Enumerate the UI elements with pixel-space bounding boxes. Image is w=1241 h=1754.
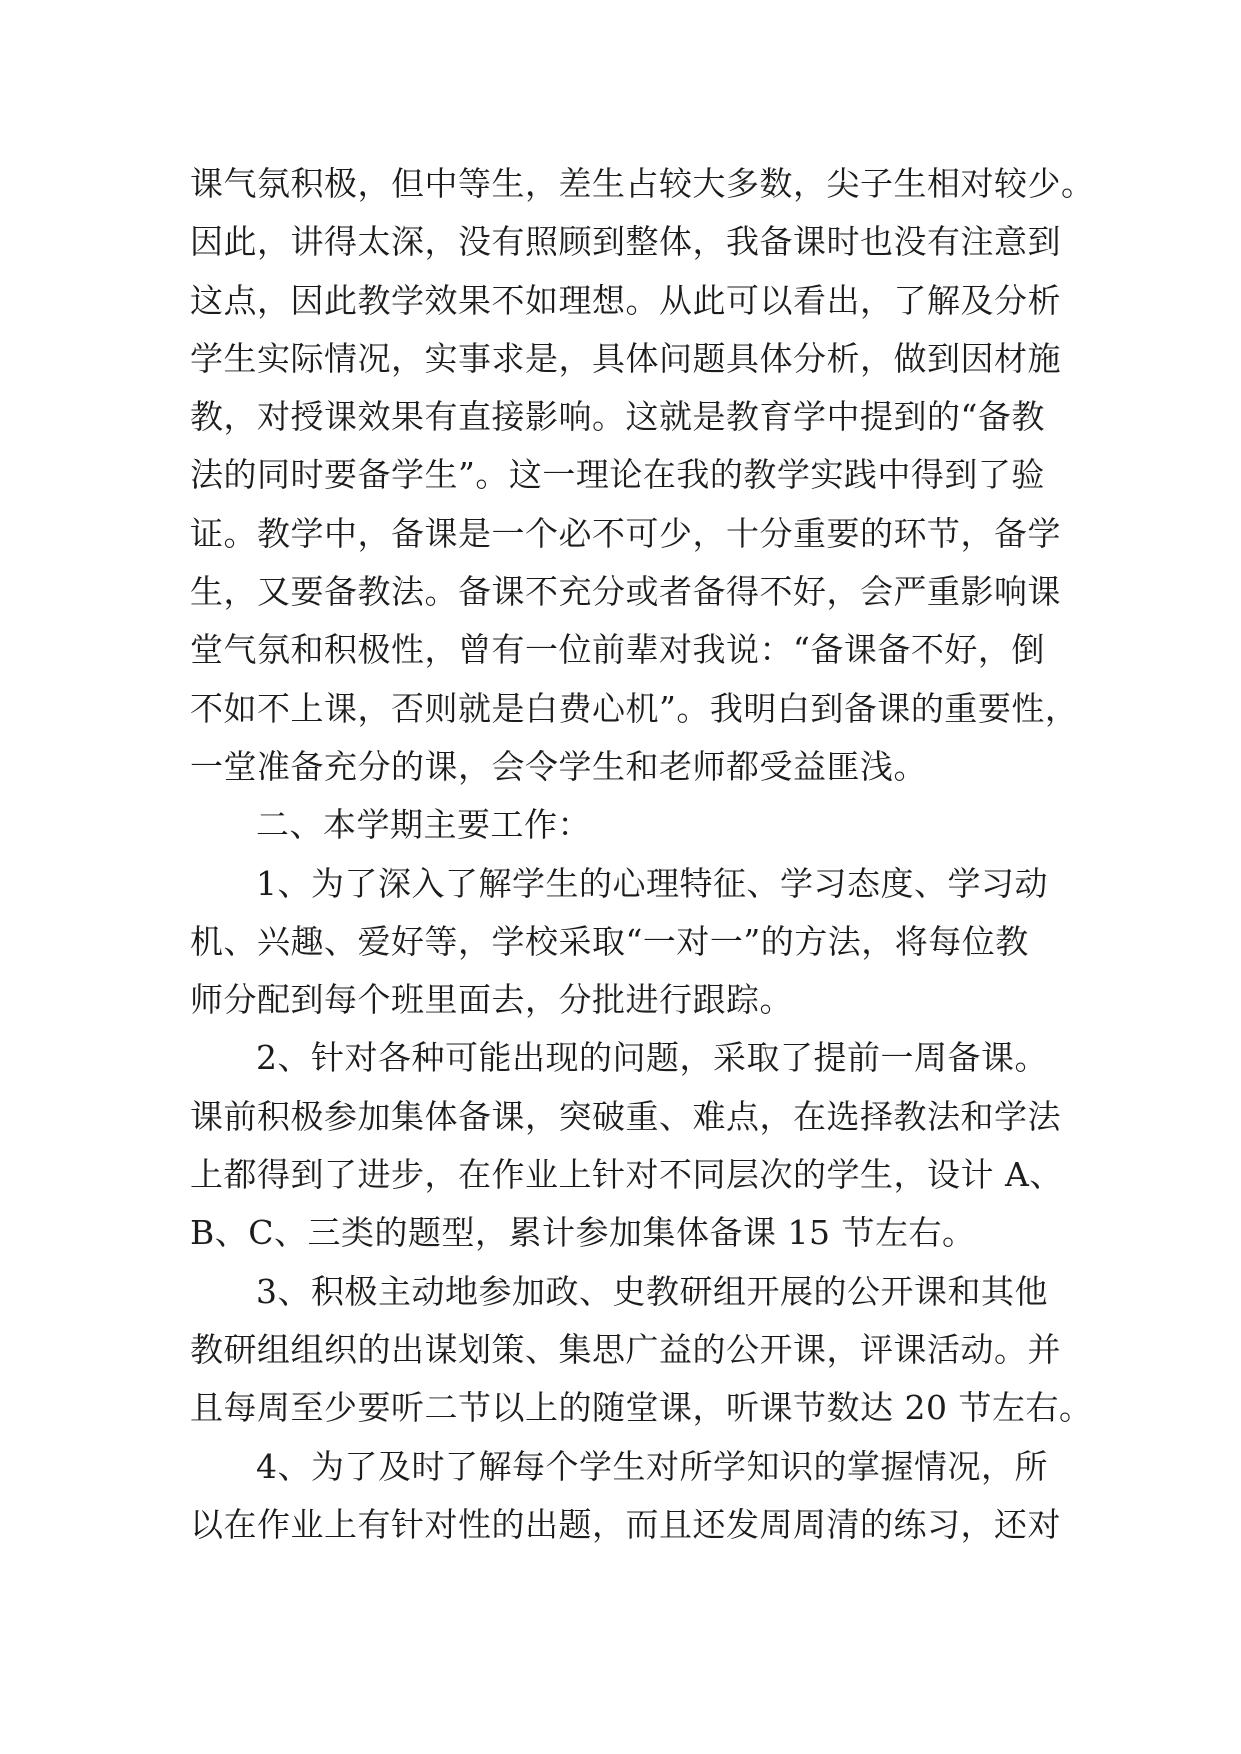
text-line: 1、为了深入了解学生的心理特征、学习态度、学习动 (256, 863, 1048, 903)
text-line: 2、针对各种可能出现的问题，采取了提前一周备课。 (256, 1038, 1048, 1078)
text-line: 师分配到每个班里面去，分批进行跟踪。 (190, 980, 793, 1020)
text-line: 学生实际情况，实事求是，具体问题具体分析，做到因材施 (190, 338, 1061, 378)
text-line: 教研组组织的出谋划策、集思广益的公开课，评课活动。并 (190, 1329, 1061, 1369)
text-line: 4、为了及时了解每个学生对所学知识的掌握情况，所 (256, 1446, 1048, 1486)
text-line: 法的同时要备学生”。这一理论在我的教学实践中得到了验 (190, 455, 1045, 495)
text-line: 上都得到了进步，在作业上针对不同层次的学生，设计 A、 (190, 1155, 1063, 1195)
text-line: 一堂准备充分的课，会令学生和老师都受益匪浅。 (190, 746, 927, 786)
text-line: 二、本学期主要工作： (256, 805, 591, 845)
text-line: 机、兴趣、爱好等，学校采取“一对一”的方法，将每位教 (190, 921, 1029, 961)
text-line: 不如不上课，否则就是白费心机”。我明白到备课的重要性， (190, 688, 1079, 728)
text-line: 课气氛积极，但中等生，差生占较大多数，尖子生相对较少。 (190, 164, 1095, 203)
text-line: 3、积极主动地参加政、史教研组开展的公开课和其他 (256, 1271, 1048, 1311)
document-body (190, 155, 1095, 1554)
text-line: 且每周至少要听二节以上的随堂课，听课节数达 20 节左右。 (190, 1388, 1093, 1428)
text-line: 以在作业上有针对性的出题，而且还发周周清的练习，还对 (190, 1504, 1061, 1544)
text-line: 证。教学中，备课是一个必不可少，十分重要的环节，备学 (190, 513, 1061, 553)
text-line: B、C、三类的题型，累计参加集体备课 15 节左右。 (190, 1213, 976, 1253)
text-line: 课前积极参加集体备课，突破重、难点，在选择教法和学法 (190, 1096, 1061, 1136)
text-line: 教，对授课效果有直接影响。这就是教育学中提到的“备教 (190, 397, 1045, 437)
text-line: 因此，讲得太深，没有照顾到整体，我备课时也没有注意到 (190, 222, 1061, 262)
text-line: 这点，因此教学效果不如理想。从此可以看出，了解及分析 (190, 280, 1061, 320)
text-line: 生，又要备教法。备课不充分或者备得不好，会严重影响课 (190, 572, 1061, 612)
text-line: 堂气氛和积极性，曾有一位前辈对我说：“备课备不好，倒 (190, 630, 1045, 670)
